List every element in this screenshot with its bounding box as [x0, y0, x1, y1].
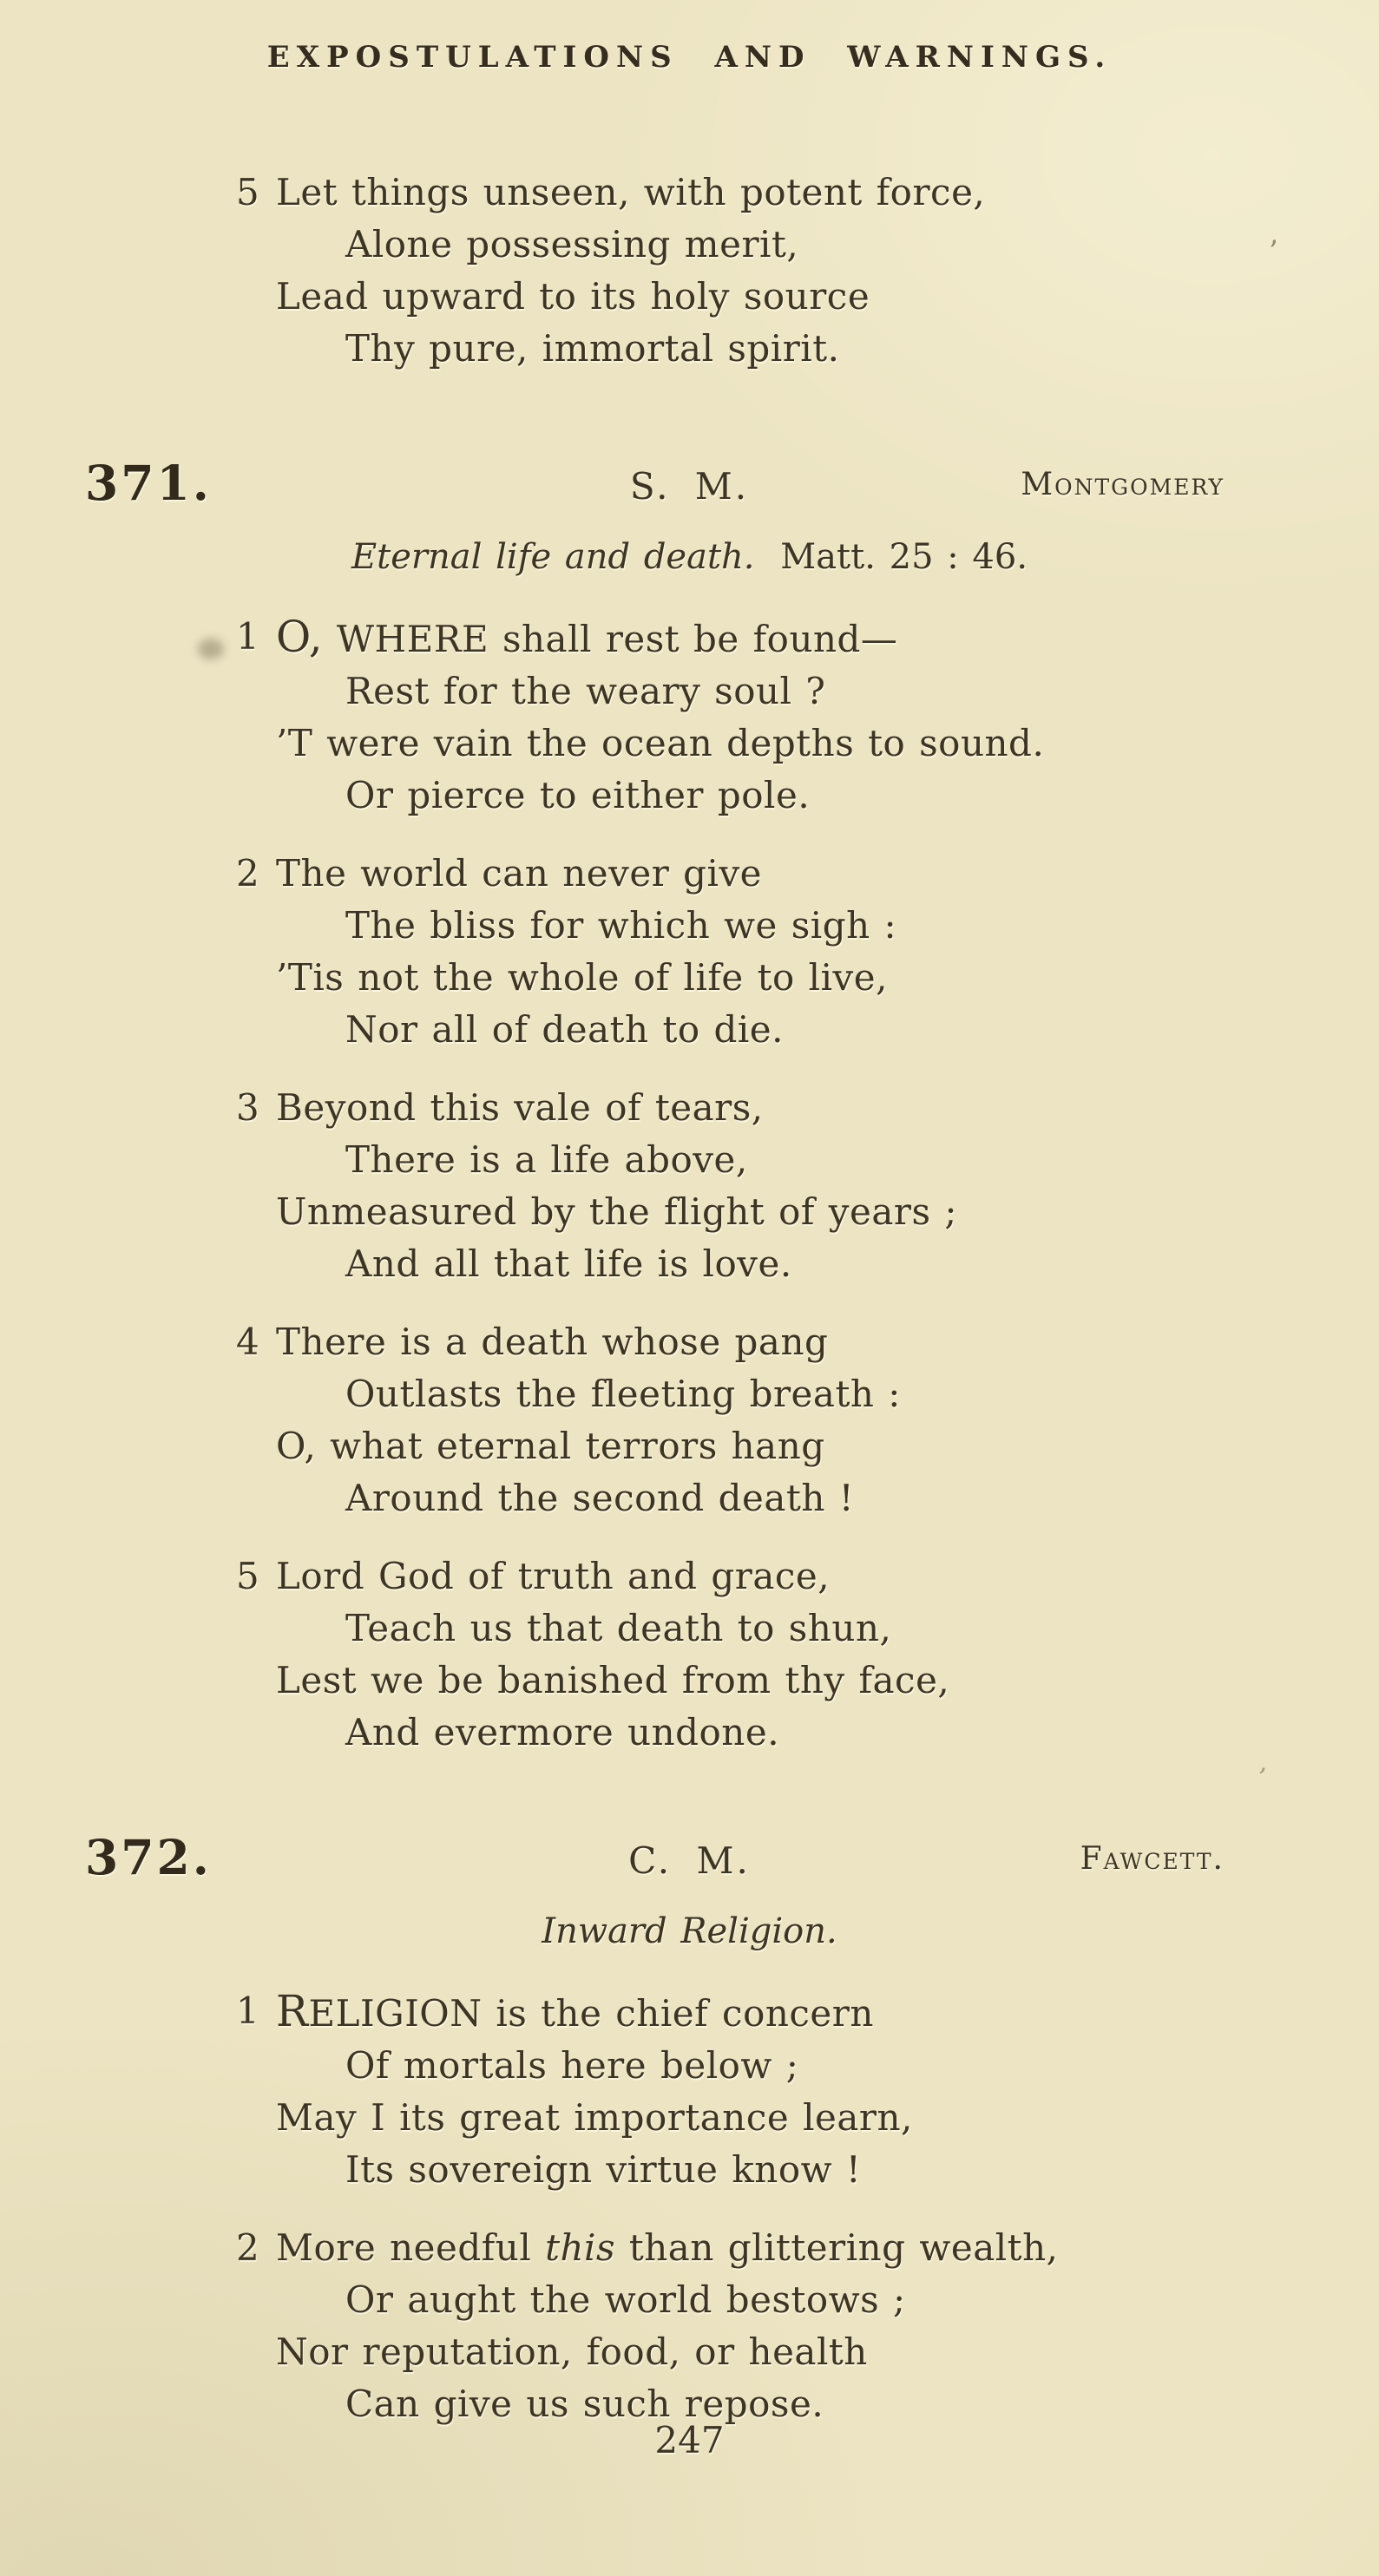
verse-line: Or aught the world bestows ;: [345, 2278, 906, 2321]
stanza: [0, 1985, 1379, 2196]
verse-line: Beyond this vale of tears,: [276, 1086, 764, 1129]
hymn-meter: C. M.: [628, 1839, 751, 1882]
hymn-subtitle: [0, 1909, 1379, 1954]
hymn-stanzas: [0, 1985, 1379, 2430]
hymn-author: Fawcett.: [1080, 1841, 1225, 1877]
verse-line: There is a life above,: [345, 1138, 748, 1181]
stanza: [0, 2222, 1379, 2430]
stanza: [0, 167, 1379, 375]
verse-line: The world can never give: [276, 852, 763, 895]
hymn-heading: [0, 1829, 1379, 1893]
hymn-subtitle-theme: Eternal life and death.: [351, 537, 755, 577]
verse-line: Outlasts the fleeting breath :: [345, 1373, 901, 1415]
stanza-number: 5: [236, 171, 259, 213]
continuation-stanza-block: [0, 167, 1379, 401]
hymn-stanzas: [0, 611, 1379, 1759]
stanza: [0, 1082, 1379, 1290]
verse-line: And evermore undone.: [345, 1711, 780, 1753]
verse-line: Its sovereign virtue know !: [345, 2148, 862, 2191]
hymn-subtitle-reference: Matt. 25 : 46.: [780, 537, 1028, 577]
hymn-subtitle-theme: Inward Religion.: [542, 1911, 837, 1951]
verse-line: O, what eternal terrors hang: [276, 1425, 825, 1467]
hymn-meter: S. M.: [629, 465, 750, 508]
verse-line: Teach us that death to shun,: [345, 1607, 892, 1649]
verse-line: Lest we be banished from thy face,: [276, 1659, 950, 1701]
verse-line: There is a death whose pang: [276, 1321, 829, 1363]
stanza-number: 2: [236, 2226, 259, 2269]
verse-line: Nor reputation, food, or health: [276, 2330, 868, 2373]
ink-smudge: [198, 639, 224, 659]
verse-line: ’T were vain the ocean depths to sound.: [276, 722, 1045, 764]
verse-line: RELIGION is the chief concern: [276, 1986, 874, 2036]
verse-line: Can give us such repose.: [345, 2383, 824, 2425]
verse-line: And all that life is love.: [345, 1242, 792, 1285]
stanza-number: 3: [236, 1086, 259, 1129]
stanza-number: 1: [236, 615, 259, 658]
hymn-heading: [0, 455, 1379, 519]
stray-mark: ’: [1269, 234, 1278, 269]
verse-line: Of mortals here below ;: [345, 2044, 799, 2087]
stanza-number: 2: [236, 852, 259, 895]
verse-line: ’Tis not the whole of life to live,: [276, 956, 888, 999]
verse-line: Unmeasured by the flight of years ;: [276, 1190, 958, 1233]
text-segment: More needful: [276, 2226, 546, 2269]
stray-mark: ’: [1253, 1762, 1269, 1794]
text-segment: than glittering wealth,: [615, 2226, 1059, 2269]
stanza: [0, 848, 1379, 1056]
stanza-number: 1: [236, 1989, 259, 2032]
verse-line: Let things unseen, with potent force,: [276, 171, 986, 213]
italic-text: this: [545, 2226, 616, 2269]
hymn-number: 371.: [85, 455, 212, 511]
hymn-section: [0, 1829, 1379, 2456]
verse-line: Nor all of death to die.: [345, 1008, 784, 1051]
stanza-number: 5: [236, 1555, 259, 1597]
stanza: [0, 1550, 1379, 1759]
verse-line: O, WHERE shall rest be found—: [276, 612, 898, 662]
verse-line: Or pierce to either pole.: [345, 774, 811, 816]
verse-line: May I its great importance learn,: [276, 2096, 913, 2139]
verse-line: Rest for the weary soul ?: [345, 670, 826, 712]
hymn-number: 372.: [85, 1829, 212, 1885]
verse-line: Lord God of truth and grace,: [276, 1555, 831, 1597]
verse-line: Around the second death !: [345, 1477, 855, 1519]
stanza: [0, 1316, 1379, 1524]
hymn-subtitle: [0, 534, 1379, 580]
verse-line: Alone possessing merit,: [345, 223, 799, 265]
verse-line: Thy pure, immortal spirit.: [345, 327, 840, 370]
verse-line: Lead upward to its holy source: [276, 275, 870, 318]
page-number: 247: [654, 2419, 725, 2461]
running-head: EXPOSTULATIONS AND WARNINGS.: [266, 40, 1113, 75]
verse-line: [276, 2222, 1379, 2274]
verse-line: The bliss for which we sigh :: [345, 904, 897, 947]
hymn-author: Montgomery: [1021, 467, 1225, 502]
stanza-number: 4: [236, 1321, 259, 1363]
